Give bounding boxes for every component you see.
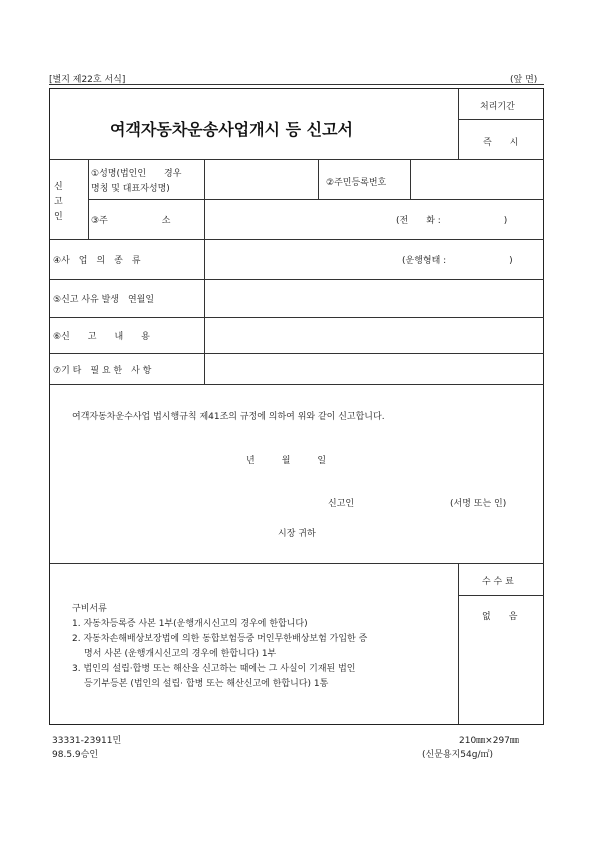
processing-period-label: 처리기간 xyxy=(480,102,515,112)
document-item-1: 1. 자동차등록증 사본 1부(운행개시신고의 경우에 한합니다) xyxy=(72,619,308,629)
processing-period-value: 즉 시 xyxy=(483,138,519,148)
paper-type: (신문용지54g/㎡) xyxy=(422,750,493,760)
document-item-2-line1: 2. 자동차손해배상보장법에 의한 동합보험등중 머인무한배상보험 가입한 증 xyxy=(72,634,368,644)
name-label-line2: 명칭 및 대표자성명) xyxy=(91,184,170,194)
documents-title: 구비서류 xyxy=(72,604,107,614)
applicant-section-label-3: 인 xyxy=(54,212,63,222)
form-code: 33331-23911민 xyxy=(52,736,122,746)
paper-size: 210㎜×297㎜ xyxy=(459,736,519,746)
approval-date: 98.5.9승인 xyxy=(52,750,99,760)
document-item-3-line1: 3. 법인의 설립·합병 또는 해산을 신고하는 때에는 그 사실이 기재된 법인 xyxy=(72,664,356,674)
form-number: [별지 제22호 서식] xyxy=(49,75,126,85)
page-side-label: (앞 면) xyxy=(510,75,538,85)
applicant-section-label-2: 고 xyxy=(54,197,63,207)
declaration-date: 년 월 일 xyxy=(246,456,327,466)
business-type-label: ④사 업 의 종 류 xyxy=(53,256,141,266)
document-item-3-line2: 등기부등본 (법인의 설립· 합병 또는 해산신고에 한합니다) 1통 xyxy=(84,679,329,689)
form-title: 여객자동차운송사업개시 등 신고서 xyxy=(110,120,353,139)
applicant-signature-label: 신고인 xyxy=(328,499,355,509)
other-matters-field[interactable] xyxy=(207,357,537,381)
event-date-label: ⑤신고 사유 발생 연월일 xyxy=(53,295,155,305)
address-field[interactable] xyxy=(207,207,387,231)
operation-type-label: (운행형태 : ) xyxy=(402,256,513,266)
report-form xyxy=(49,88,544,725)
rrn-label: ②주민등록번호 xyxy=(326,178,387,188)
rrn-field[interactable] xyxy=(414,171,540,191)
signature-hint: (서명 또는 인) xyxy=(450,499,507,509)
business-type-field[interactable] xyxy=(207,247,387,271)
fee-value: 없 음 xyxy=(482,612,518,622)
report-content-field[interactable] xyxy=(207,322,537,348)
declaration-statement: 여객자동차운수사업 법시행규칙 제41조의 규정에 의하여 위와 같이 신고합니다. xyxy=(72,412,385,422)
header-divider xyxy=(49,84,544,85)
event-date-field[interactable] xyxy=(207,285,537,311)
name-label-line1: ①성명(법인인 경우 xyxy=(91,169,182,179)
report-content-label: ⑥신 고 내 용 xyxy=(53,332,150,342)
recipient: 시장 귀하 xyxy=(278,529,316,539)
name-field[interactable] xyxy=(207,171,315,191)
phone-label: (전 화 : ) xyxy=(396,216,508,226)
other-matters-label: ⑦기 타 필 요 한 사 항 xyxy=(53,366,152,376)
document-item-2-line2: 명서 사본 (운행개시신고의 경우에 한합니다) 1부 xyxy=(84,649,277,659)
fee-label: 수 수 료 xyxy=(482,577,514,587)
address-label: ③주 소 xyxy=(91,216,171,226)
applicant-section-label-1: 신 xyxy=(54,182,63,192)
